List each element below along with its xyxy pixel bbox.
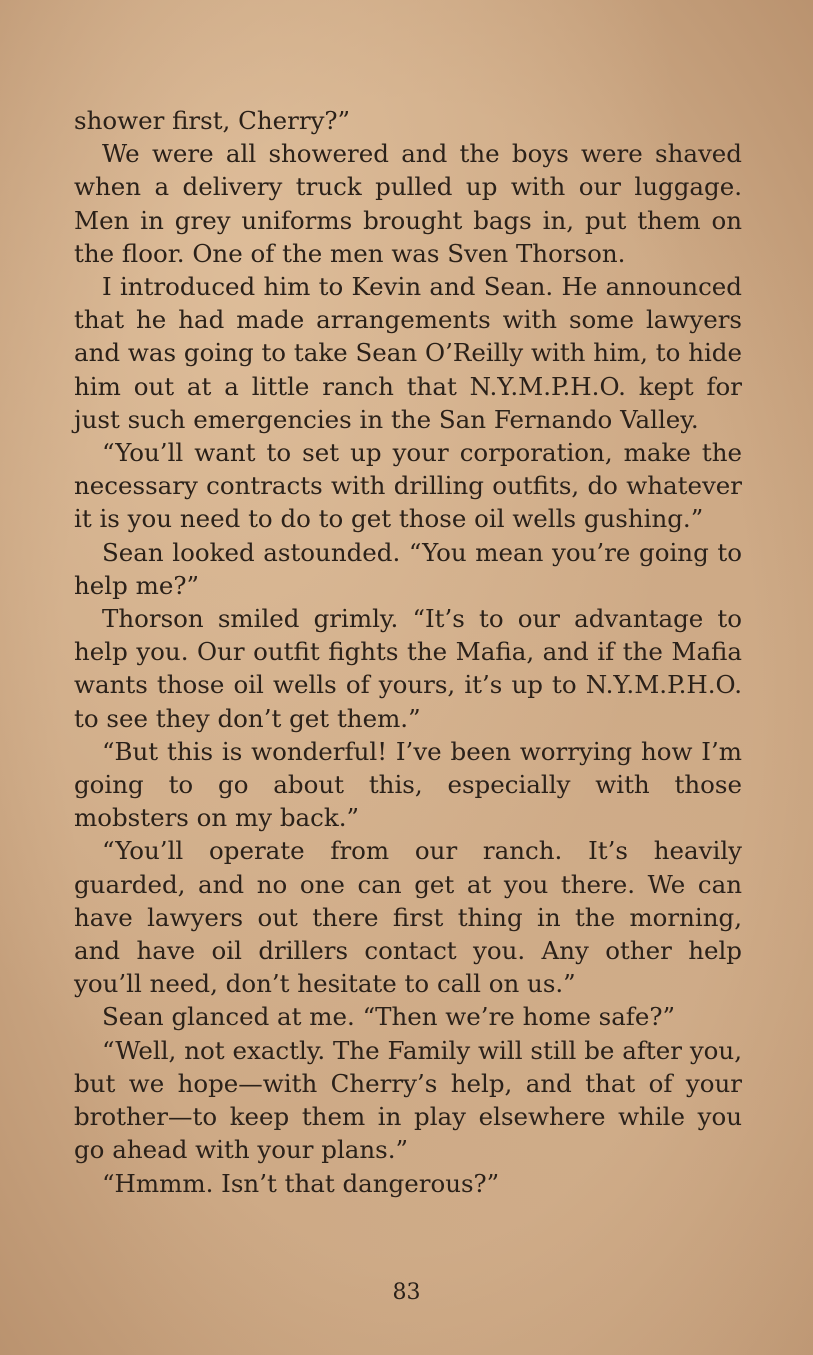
paragraph: I introduced him to Kevin and Sean. He announced that he had made arrangements with some lawyers and was going to take Sean O’Reilly with him, to hide him out at a little ranch that N.Y.M.P.H.O. kept for just such emergencies in the San Fernando Valley.	[74, 272, 742, 434]
paragraph: “Hmmm. Isn’t that dangerous?”	[102, 1168, 500, 1198]
paragraph: Sean looked astounded. “You mean you’re going to help me?”	[74, 537, 742, 600]
paragraph: shower first, Cherry?”	[74, 106, 351, 135]
paragraph: “Well, not exactly. The Family will still be after you, but we hope—with Cherry’s help, and that of your brother—to keep them in play elsewhere while you go ahead with your plans.”	[74, 1035, 742, 1165]
paragraph: We were all showered and the boys were shaved when a delivery truck pulled up with our luggage. Men in grey uniforms brought bags in, put them on the floor. One of the men was Sven Thorson.	[74, 139, 742, 268]
paragraph: Thorson smiled grimly. “It’s to our advantage to help you. Our outfit fights the Mafia, and if the Mafia wants those oil wells of yours, it’s up to N.Y.M.P.H.O. to see they don’t get them.”	[74, 604, 742, 733]
paragraph: Sean glanced at me. “Then we’re home safe?”	[102, 1002, 676, 1032]
paragraph: “You’ll want to set up your corporation, make the necessary contracts with drilling outfits, do whatever it is you need to do to get those oil wells gushing.”	[74, 438, 742, 534]
paragraph: “You’ll operate from our ranch. It’s heavily guarded, and no one can get at you there. We can have lawyers out there first thing in the morning, and have oil drillers contact you. Any other help you’ll need, don’t hesitate to call on us.”	[74, 836, 742, 999]
page-number: 83	[392, 1280, 421, 1305]
body-text	[74, 104, 742, 1200]
paragraph: “But this is wonderful! I’ve been worrying how I’m going to go about this, especially with those mobsters on my back.”	[74, 736, 742, 833]
